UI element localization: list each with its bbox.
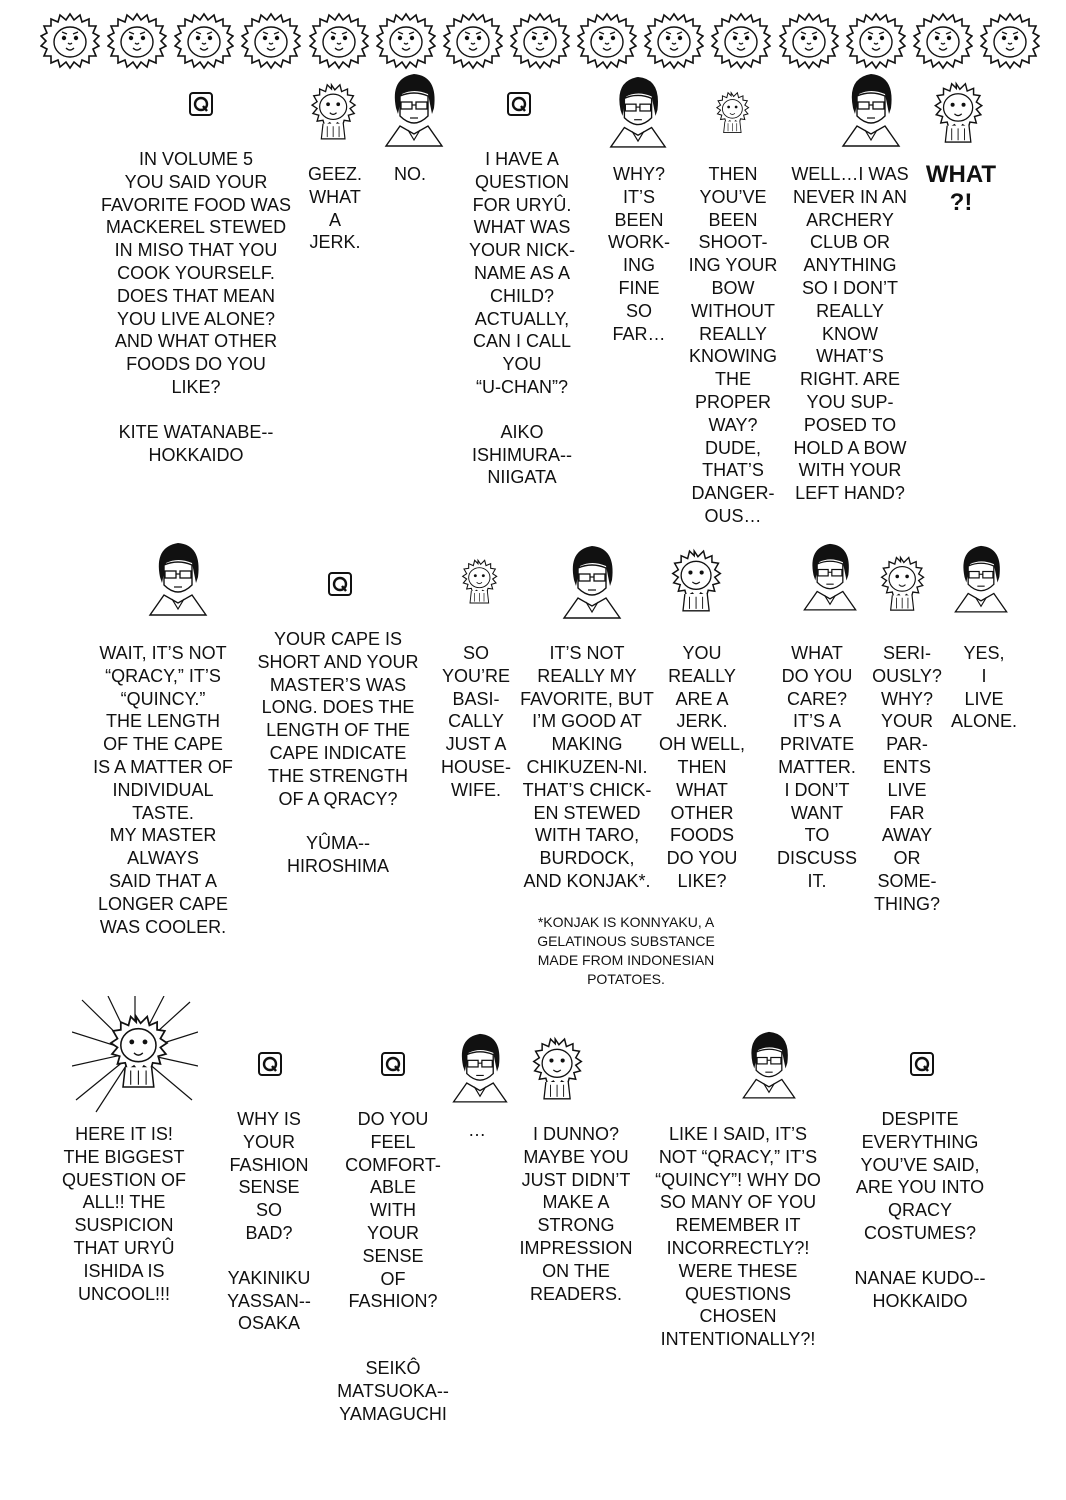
text-line: ARE A — [675, 688, 729, 709]
text-line: YOUR CAPE IS — [273, 629, 403, 649]
sender-location: HOKKAIDO — [872, 1290, 968, 1311]
text-line: SHOOT- — [698, 232, 768, 253]
kon-dialogue — [304, 163, 366, 254]
sender-name: MATSUOKA-- — [337, 1380, 449, 1401]
text-line: JERK. — [676, 711, 728, 732]
text-line: IT. — [807, 870, 827, 891]
uryu-head-icon — [797, 532, 863, 618]
text-line: WHY? — [612, 164, 665, 184]
ellipsis: … — [468, 1120, 486, 1140]
text-line: QUESTION OF — [61, 1169, 186, 1190]
footnote — [516, 913, 736, 989]
text-line: SENSE — [238, 1177, 300, 1198]
sender-name: YAKINIKU — [227, 1267, 311, 1288]
text-line: CAPE INDICATE — [269, 742, 407, 763]
text-line: HOLD A BOW — [793, 437, 907, 458]
text-line: UNCOOL!!! — [77, 1283, 170, 1304]
text-line: KNOW — [822, 323, 878, 344]
text-line: CLUB OR — [809, 232, 890, 253]
text-line: LIKE? — [171, 376, 221, 397]
text-line: HERE IT IS! — [75, 1124, 173, 1144]
text-line: REALLY — [668, 665, 736, 686]
text-line: SO MANY OF YOU — [659, 1192, 817, 1213]
text-line: CALLY — [448, 711, 504, 732]
text-line: LENGTH OF THE — [266, 720, 410, 741]
sender-name: AIKO — [500, 421, 544, 442]
sender-name: KITE WATANABE-- — [118, 421, 274, 442]
text-line: MASTER’S WAS — [269, 674, 407, 695]
text-line: POSED TO — [803, 414, 897, 435]
text-line: LONG. DOES THE — [261, 697, 415, 718]
text-line: YOU SUP- — [806, 391, 894, 412]
text-line: IT’S NOT — [549, 643, 625, 663]
text-line: CAN I CALL — [472, 331, 572, 352]
text-line: “QRACY,” IT’S — [105, 665, 221, 686]
text-line: READERS. — [529, 1283, 623, 1304]
text-line: JUST DIDN’T — [521, 1169, 631, 1190]
text-line: ISHIDA IS — [83, 1260, 165, 1281]
text-line: LIKE I SAID, IT’S — [668, 1124, 808, 1144]
text-line: SOME- — [877, 870, 937, 891]
uryu-head-icon — [142, 532, 214, 622]
kon-head-icon — [655, 540, 739, 620]
text-line: “QUINCY”! WHY DO — [655, 1169, 821, 1190]
text-line: NOT “QRACY,” IT’S — [658, 1146, 818, 1167]
text-line: EN STEWED — [533, 802, 641, 823]
sender-location: NIIGATA — [487, 467, 557, 488]
text-line: EVERYTHING — [861, 1131, 979, 1152]
text-line: LONGER CAPE — [97, 893, 229, 914]
text-line: I — [981, 665, 987, 686]
question-block — [96, 148, 296, 466]
kon-face-icon — [376, 10, 436, 70]
text-line: YOUR — [366, 1222, 419, 1243]
text-line: GELATINOUS SUBSTANCE — [537, 933, 715, 949]
text-line: *KONJAK IS KONNYAKU, A — [537, 914, 715, 930]
uryu-head-icon — [736, 1020, 802, 1106]
text-line: REALLY — [816, 300, 884, 321]
kon-face-icon — [174, 10, 234, 70]
text-line: WHAT’S — [816, 346, 884, 367]
uryu-head-icon — [835, 68, 907, 148]
text-line: ENTS — [882, 756, 931, 777]
text-line: SO — [255, 1200, 282, 1221]
kon-face-icon — [107, 10, 167, 70]
text-line: REALLY MY — [537, 665, 637, 686]
kon-dialogue — [512, 1123, 640, 1305]
text-line: SENSE — [362, 1245, 424, 1266]
text-line: WHAT WAS — [473, 217, 571, 238]
text-line: THING? — [873, 893, 940, 914]
text-line: INCORRECTLY?! — [666, 1237, 810, 1258]
kon-face-icon — [711, 10, 771, 70]
text-line: FASHION — [229, 1154, 309, 1175]
text-line: THE BIGGEST — [63, 1146, 185, 1167]
sender-location: OSAKA — [237, 1313, 301, 1334]
sender-name: SEIKÔ — [365, 1358, 421, 1379]
text-line: THE — [715, 369, 751, 390]
text-line: SUSPICION — [74, 1215, 174, 1236]
text-line: ARE YOU INTO — [855, 1177, 985, 1198]
text-line: DO YOU — [666, 848, 738, 869]
text-line: YOU SAID YOUR — [124, 171, 268, 192]
uryu-dialogue — [604, 163, 674, 345]
text-line: ALL!! THE — [82, 1192, 166, 1213]
text-line: BURDOCK, — [539, 848, 635, 869]
text-line: THAT’S CHICK- — [522, 779, 652, 800]
text-line: INDIVIDUAL — [112, 779, 214, 800]
text-line: IN VOLUME 5 — [138, 149, 254, 169]
question-mark-icon — [258, 1052, 282, 1076]
kon-face-icon — [980, 10, 1040, 70]
question-mark-icon — [507, 92, 531, 116]
text-line: MAKE A — [542, 1192, 610, 1213]
text-line: OF A QRACY? — [278, 788, 398, 809]
text-line: DANGER- — [691, 483, 775, 504]
kon-head-icon — [705, 72, 761, 152]
text-line: QUESTIONS — [684, 1283, 791, 1304]
text-line: PROPER — [694, 391, 772, 412]
text-line: WHAT — [925, 161, 997, 188]
uryu-dialogue — [388, 163, 432, 186]
text-line: WAY? — [708, 414, 758, 435]
text-line: RIGHT. ARE — [799, 369, 901, 390]
text-line: COOK YOURSELF. — [117, 262, 275, 283]
kon-dialogue — [866, 642, 948, 916]
sender-name: ISHIMURA-- — [472, 444, 572, 465]
text-line: SHORT AND YOUR — [257, 651, 419, 672]
text-line: THEN — [677, 756, 727, 777]
text-line: THAT URYÛ — [73, 1237, 175, 1258]
uryu-head-icon — [556, 538, 628, 622]
uryu-dialogue — [946, 642, 1022, 733]
text-line: THE LENGTH — [105, 711, 220, 732]
text-line: YOU — [682, 643, 722, 663]
text-line: OF — [380, 1268, 406, 1289]
text-line: COSTUMES? — [863, 1222, 977, 1243]
text-line: YES, — [963, 643, 1005, 663]
question-block — [216, 1108, 322, 1335]
text-line: MATTER. — [778, 756, 856, 777]
text-line: ALWAYS — [127, 848, 199, 869]
text-line: WITHOUT — [691, 300, 775, 321]
kon-head-icon — [296, 75, 372, 147]
uryu-dialogue — [648, 1123, 828, 1351]
uryu-head-icon — [378, 68, 450, 148]
text-line: DOES THAT MEAN — [116, 285, 276, 306]
text-line: HOUSE- — [440, 756, 511, 777]
sender-name: NANAE KUDO-- — [854, 1267, 986, 1288]
text-line: THEN — [708, 164, 758, 184]
text-line: SO — [625, 300, 652, 321]
text-line: I’M GOOD AT — [532, 711, 642, 732]
sender-location: HIROSHIMA — [286, 856, 389, 877]
text-line: FEEL — [370, 1131, 416, 1152]
text-line: WHY IS — [237, 1109, 301, 1129]
kon-face-icon — [443, 10, 503, 70]
text-line: CHIKUZEN-NI. — [526, 756, 648, 777]
uryu-head-icon — [948, 535, 1014, 619]
text-line: FOODS DO YOU — [126, 354, 266, 375]
text-line: OF THE CAPE — [103, 734, 223, 755]
kon-dialogue — [656, 642, 748, 893]
text-line: NO. — [393, 164, 426, 184]
text-line: BEEN — [708, 209, 758, 230]
text-line: ING — [622, 255, 655, 276]
text-line: WHAT — [791, 643, 843, 663]
text-line: I DUNNO? — [532, 1124, 619, 1144]
text-line: FAR… — [612, 323, 666, 344]
text-line: NAME AS A — [473, 262, 571, 283]
uryu-dialogue — [516, 642, 658, 893]
uryu-dialogue — [86, 642, 240, 938]
text-line: YOU LIVE ALONE? — [116, 308, 276, 329]
question-mark-icon — [381, 1052, 405, 1076]
kon-face-icon — [510, 10, 570, 70]
kon-head-icon — [918, 78, 1000, 146]
text-line: JUST A — [445, 734, 507, 755]
text-line: ACTUALLY, — [474, 308, 570, 329]
text-line: WANT — [790, 802, 844, 823]
text-line: REMEMBER IT — [675, 1215, 801, 1236]
text-line: TASTE. — [132, 802, 194, 823]
kon-head-icon — [450, 536, 510, 626]
text-line: WITH — [370, 1200, 416, 1221]
text-line: ANYTHING — [803, 255, 897, 276]
text-line: DISCUSS — [776, 848, 857, 869]
text-line: STRONG — [537, 1215, 615, 1236]
text-line: WITH YOUR — [798, 460, 902, 481]
uryu-dialogue — [770, 642, 864, 893]
uryu-head-icon — [603, 70, 673, 150]
kon-dialogue — [52, 1123, 196, 1305]
text-line: SAID THAT A — [108, 870, 218, 891]
text-line: FAR — [889, 802, 925, 823]
text-line: COMFORT- — [345, 1154, 441, 1175]
text-line: CHILD? — [489, 285, 555, 306]
text-line: YOU’VE SAID, — [860, 1154, 980, 1175]
text-line: DESPITE — [881, 1109, 959, 1129]
text-line: SO I DON’T — [801, 277, 898, 298]
text-line: ABLE — [369, 1177, 417, 1198]
text-line: YOUR NICK- — [468, 240, 575, 261]
text-line: MAYBE YOU — [523, 1146, 629, 1167]
text-line: OUSLY? — [872, 665, 942, 686]
text-line: FOR URYÛ. — [472, 194, 572, 215]
text-line: INTENTIONALLY?! — [660, 1329, 816, 1350]
text-line: OH WELL, — [658, 734, 746, 755]
text-line: CHOSEN — [699, 1306, 777, 1327]
text-line: KNOWING — [689, 346, 777, 367]
text-line: QUESTION — [474, 171, 569, 192]
text-line: THAT’S — [702, 460, 764, 481]
kon-face-icon — [913, 10, 973, 70]
text-line: I DON’T — [784, 779, 850, 800]
question-block — [462, 148, 582, 489]
question-mark-icon — [910, 1052, 934, 1076]
text-line: YOU — [502, 354, 542, 375]
text-line: IT’S A — [792, 711, 841, 732]
decorative-border — [40, 10, 1040, 72]
text-line: WHY? — [880, 688, 933, 709]
text-line: YOUR — [880, 711, 933, 732]
kon-head-icon — [516, 1030, 600, 1106]
text-line: AWAY — [881, 825, 933, 846]
text-line: DO YOU — [357, 1109, 429, 1129]
text-line: FASHION? — [348, 1291, 438, 1312]
kon-shouting-icon — [72, 996, 198, 1114]
text-line: ALONE. — [950, 711, 1018, 732]
text-line: IT’S — [622, 186, 655, 207]
text-line: IMPRESSION — [519, 1237, 633, 1258]
question-block — [844, 1108, 996, 1312]
text-line: BEEN — [614, 209, 664, 230]
text-line: FOODS — [669, 825, 734, 846]
text-line: MADE FROM INDONESIAN — [537, 952, 715, 968]
kon-dialogue — [436, 642, 516, 802]
kon-face-icon — [644, 10, 704, 70]
text-line: IN MISO THAT YOU — [114, 240, 278, 261]
text-line: GEEZ. — [307, 164, 362, 184]
text-line: PAR- — [886, 734, 928, 755]
text-line: TO — [804, 825, 830, 846]
kon-face-icon — [309, 10, 369, 70]
sender-name: YÛMA-- — [306, 833, 370, 854]
sender-name: YASSAN-- — [227, 1290, 311, 1311]
text-line: REALLY — [699, 323, 767, 344]
sender-location: HOKKAIDO — [148, 444, 244, 465]
text-line: AND KONJAK*. — [523, 870, 651, 891]
text-line: MY MASTER — [109, 825, 217, 846]
kon-head-icon — [866, 548, 940, 618]
text-line: LIVE — [964, 688, 1004, 709]
question-block — [334, 1108, 452, 1426]
kon-face-icon — [577, 10, 637, 70]
text-line: LIVE — [887, 779, 927, 800]
text-line: LEFT HAND? — [795, 483, 905, 504]
text-line: ARCHERY — [806, 209, 894, 230]
text-line: THE STRENGTH — [267, 765, 408, 786]
text-line: AND WHAT OTHER — [114, 331, 278, 352]
uryu-head-icon — [446, 1026, 514, 1106]
text-line: FAVORITE FOOD WAS — [100, 194, 291, 215]
text-line: WERE THESE — [678, 1260, 798, 1281]
text-line: NEVER IN AN — [792, 186, 908, 207]
kon-exclamation — [922, 161, 1000, 217]
text-line: YOU’RE — [441, 665, 510, 686]
text-line: I HAVE A — [485, 149, 559, 169]
text-line: OR — [893, 848, 921, 869]
text-line: POTATOES. — [587, 971, 665, 987]
text-line: PRIVATE — [779, 734, 855, 755]
text-line: “QUINCY.” — [120, 688, 206, 709]
text-line: A — [328, 209, 341, 230]
text-line: CARE? — [786, 688, 848, 709]
text-line: FAVORITE, BUT — [520, 688, 654, 709]
text-line: “U-CHAN”? — [476, 376, 568, 397]
text-line: YOUR — [242, 1131, 295, 1152]
text-line: SO — [462, 643, 489, 663]
text-line: WELL…I WAS — [791, 164, 909, 184]
text-line: DUDE, — [704, 437, 761, 458]
text-line: WHAT — [676, 779, 728, 800]
question-mark-icon — [328, 572, 352, 596]
text-line: OUS… — [704, 505, 762, 526]
kon-face-icon — [779, 10, 839, 70]
text-line: JERK. — [309, 232, 361, 253]
text-line: SERI- — [882, 643, 931, 663]
text-line: OTHER — [670, 802, 734, 823]
text-line: WITH TARO, — [534, 825, 640, 846]
text-line: WORK- — [608, 232, 670, 253]
text-line: IS A MATTER OF — [93, 756, 233, 777]
text-line: WAS COOLER. — [99, 916, 227, 937]
text-line: YOU’VE — [699, 186, 767, 207]
kon-dialogue — [684, 163, 782, 528]
text-line: DO YOU — [781, 665, 853, 686]
uryu-dialogue — [786, 163, 914, 505]
question-mark-icon — [189, 92, 213, 116]
text-line: BOW — [711, 277, 755, 298]
text-line: BAD? — [245, 1222, 293, 1243]
text-line: BASI- — [452, 688, 500, 709]
text-line: LIKE? — [677, 870, 727, 891]
text-line: QRACY — [887, 1200, 952, 1221]
text-line: MAKING — [551, 734, 623, 755]
text-line: FINE — [618, 277, 660, 298]
kon-face-icon — [40, 10, 100, 70]
text-line: MACKEREL STEWED — [105, 217, 287, 238]
kon-face-icon — [241, 10, 301, 70]
kon-face-icon — [846, 10, 906, 70]
text-line: WIFE. — [451, 779, 501, 800]
text-line: ?! — [949, 189, 973, 216]
text-line: WAIT, IT’S NOT — [99, 643, 227, 663]
text-line: ON THE — [542, 1260, 610, 1281]
question-block — [250, 628, 426, 878]
sender-location: YAMAGUCHI — [339, 1403, 447, 1424]
text-line: ING YOUR — [688, 255, 778, 276]
text-line: WHAT — [309, 186, 361, 207]
